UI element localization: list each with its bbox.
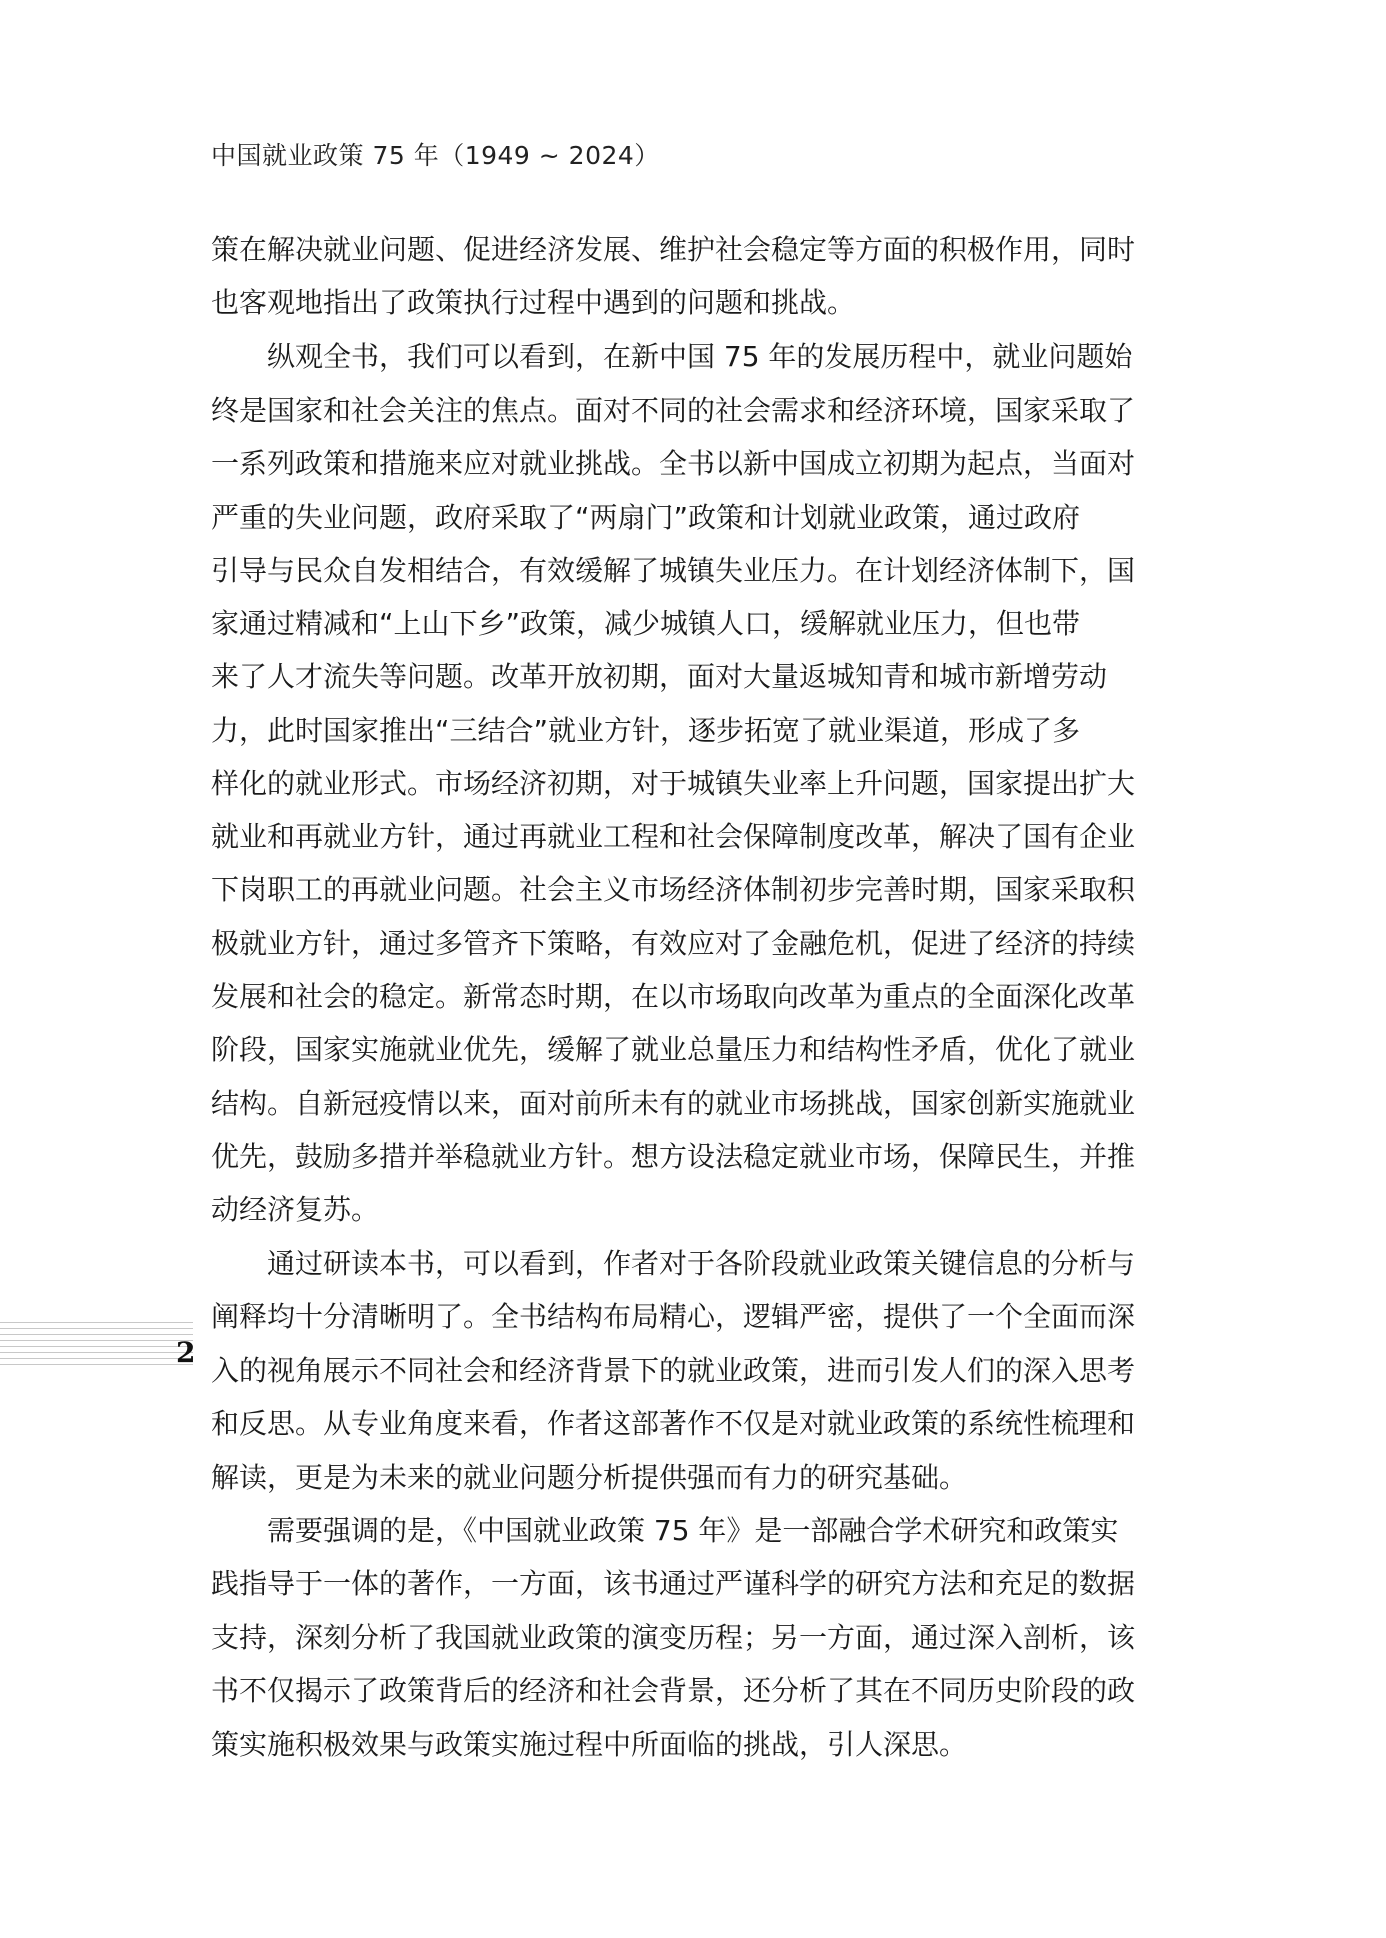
text-line: 阶段，国家实施就业优先，缓解了就业总量压力和结构性矛盾，优化了就业 — [211, 1033, 1136, 1066]
text-line: 动经济复苏。 — [211, 1193, 380, 1226]
text-line: 家通过精减和“上山下乡”政策，减少城镇人口，缓解就业压力，但也带 — [211, 607, 1081, 640]
text-line: 纵观全书，我们可以看到，在新中国 75 年的发展历程中，就业问题始 — [211, 340, 1133, 373]
running-header: 中国就业政策 75 年（1949 ~ 2024） — [211, 141, 660, 170]
margin-rule — [0, 1352, 193, 1353]
text-line: 严重的失业问题，政府采取了“两扇门”政策和计划就业政策，通过政府 — [211, 501, 1081, 534]
text-line: 阐释均十分清晰明了。全书结构布局精心，逻辑严密，提供了一个全面而深 — [211, 1300, 1136, 1333]
text-line: 践指导于一体的著作，一方面，该书通过严谨科学的研究方法和充足的数据 — [211, 1567, 1136, 1600]
text-line: 也客观地指出了政策执行过程中遇到的问题和挑战。 — [211, 286, 856, 319]
text-line: 策在解决就业问题、促进经济发展、维护社会稳定等方面的积极作用，同时 — [211, 233, 1136, 266]
text-line: 下岗职工的再就业问题。社会主义市场经济体制初步完善时期，国家采取积 — [211, 873, 1136, 906]
text-line: 策实施积极效果与政策实施过程中所面临的挑战，引人深思。 — [211, 1728, 968, 1761]
text-line: 支持，深刻分析了我国就业政策的演变历程；另一方面，通过深入剖析，该 — [211, 1621, 1136, 1654]
margin-rule — [0, 1358, 193, 1359]
margin-rule — [0, 1334, 193, 1335]
text-line: 入的视角展示不同社会和经济背景下的就业政策，进而引发人们的深入思考 — [211, 1354, 1136, 1387]
text-line: 优先，鼓励多措并举稳就业方针。想方设法稳定就业市场，保障民生，并推 — [211, 1140, 1136, 1173]
text-line: 解读，更是为未来的就业问题分析提供强而有力的研究基础。 — [211, 1461, 968, 1494]
margin-rule — [0, 1322, 193, 1323]
page-number: 2 — [176, 1336, 196, 1369]
text-line: 终是国家和社会关注的焦点。面对不同的社会需求和经济环境，国家采取了 — [211, 394, 1136, 427]
text-line: 一系列政策和措施来应对就业挑战。全书以新中国成立初期为起点，当面对 — [211, 447, 1136, 480]
text-line: 来了人才流失等问题。改革开放初期，面对大量返城知青和城市新增劳动 — [211, 660, 1108, 693]
margin-rule — [0, 1340, 193, 1341]
text-line: 和反思。从专业角度来看，作者这部著作不仅是对就业政策的系统性梳理和 — [211, 1407, 1136, 1440]
text-line: 通过研读本书，可以看到，作者对于各阶段就业政策关键信息的分析与 — [211, 1247, 1136, 1280]
margin-rule — [0, 1346, 193, 1347]
text-line: 需要强调的是，《中国就业政策 75 年》是一部融合学术研究和政策实 — [211, 1514, 1119, 1547]
text-line: 极就业方针，通过多管齐下策略，有效应对了金融危机，促进了经济的持续 — [211, 927, 1136, 960]
margin-rule — [0, 1364, 193, 1365]
text-line: 力，此时国家推出“三结合”就业方针，逐步拓宽了就业渠道，形成了多 — [211, 714, 1081, 747]
text-line: 就业和再就业方针，通过再就业工程和社会保障制度改革，解决了国有企业 — [211, 820, 1136, 853]
text-line: 样化的就业形式。市场经济初期，对于城镇失业率上升问题，国家提出扩大 — [211, 767, 1136, 800]
text-line: 引导与民众自发相结合，有效缓解了城镇失业压力。在计划经济体制下，国 — [211, 554, 1136, 587]
text-line: 结构。自新冠疫情以来，面对前所未有的就业市场挑战，国家创新实施就业 — [211, 1087, 1136, 1120]
margin-rule — [0, 1328, 193, 1329]
text-line: 发展和社会的稳定。新常态时期，在以市场取向改革为重点的全面深化改革 — [211, 980, 1136, 1013]
text-line: 书不仅揭示了政策背后的经济和社会背景，还分析了其在不同历史阶段的政 — [211, 1674, 1136, 1707]
